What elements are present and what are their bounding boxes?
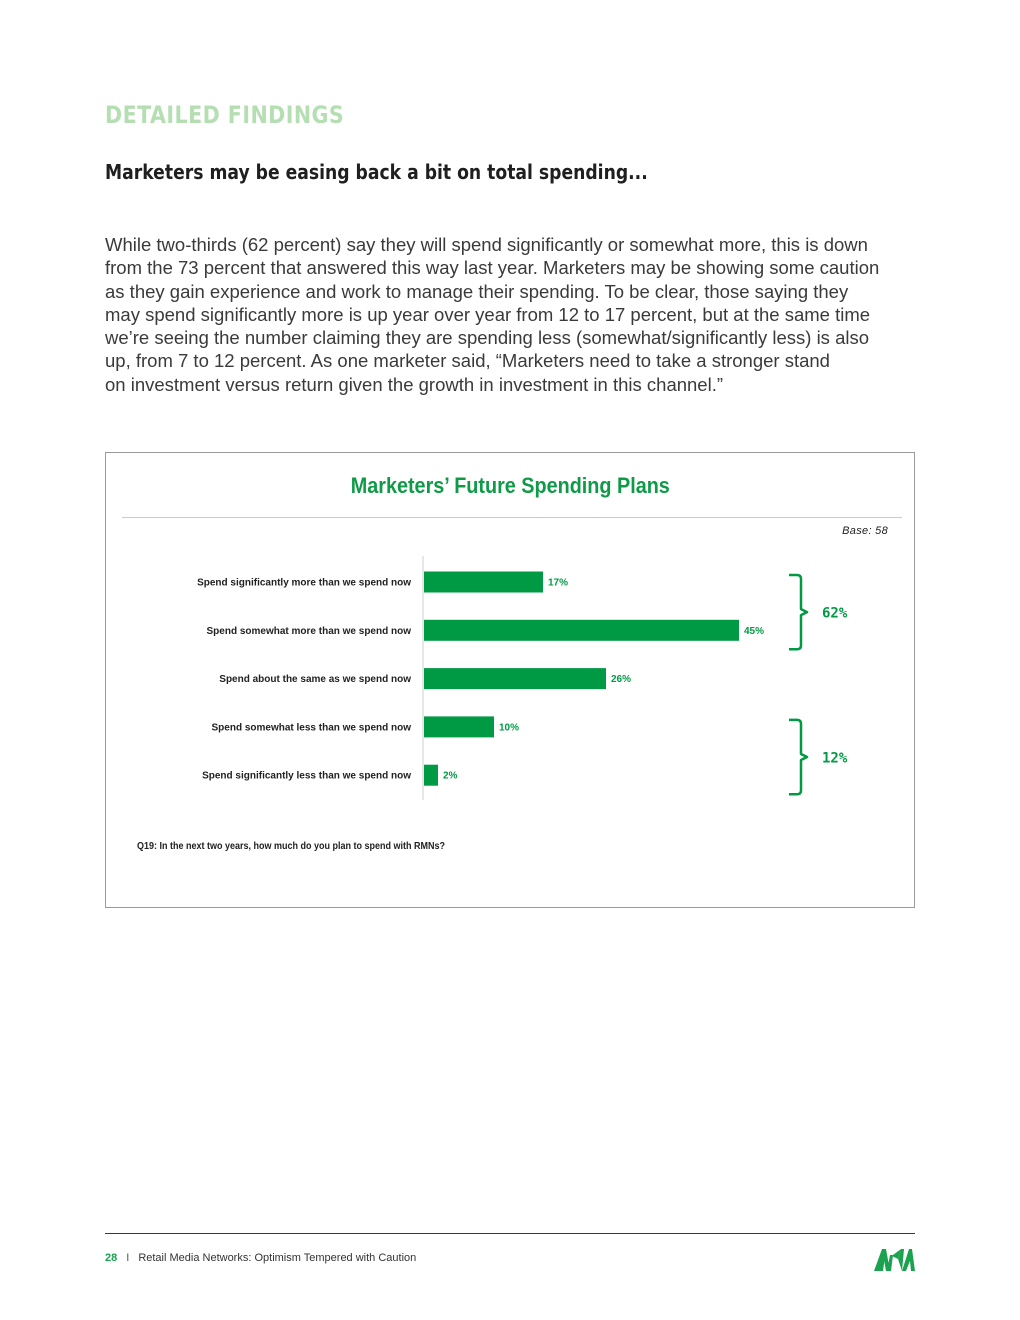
value-label: 10% <box>499 722 520 734</box>
body-paragraph <box>105 233 915 396</box>
value-label: 26% <box>611 674 632 686</box>
body-line: from the 73 percent that answered this way last year. Marketers may be showing some caution <box>105 257 880 279</box>
chart-base-note: Base: 58 <box>842 525 888 537</box>
footer <box>105 1252 416 1264</box>
bar <box>424 668 606 689</box>
bar <box>424 572 543 593</box>
footer-divider <box>105 1233 915 1234</box>
group-total-label: 62% <box>822 605 848 622</box>
body-line: we’re seeing the number claiming they are spending less (somewhat/significantly less) is also <box>105 327 870 349</box>
page-number: 28 <box>105 1252 118 1264</box>
ana-logo-icon <box>874 1246 916 1272</box>
chart-title-text: Marketers’ Future Spending Plans <box>350 473 670 498</box>
chart-question-note: Q19: In the next two years, how much do you plan to spend with RMNs? <box>137 841 446 852</box>
bar-chart <box>106 453 914 907</box>
category-label: Spend somewhat more than we spend now <box>206 625 411 637</box>
bar <box>424 765 438 786</box>
value-label: 17% <box>548 577 569 589</box>
category-label: Spend about the same as we spend now <box>219 674 411 686</box>
body-line: on investment versus return given the growth in investment in this channel.” <box>105 373 724 395</box>
category-label: Spend somewhat less than we spend now <box>211 722 411 734</box>
body-line: may spend significantly more is up year over year from 12 to 17 percent, but at the same time <box>105 303 871 325</box>
body-line: up, from 7 to 12 percent. As one marketer said, “Marketers need to take a stronger stand <box>105 350 830 372</box>
bar <box>424 716 494 737</box>
category-label: Spend significantly less than we spend now <box>202 770 411 782</box>
body-line: While two-thirds (62 percent) say they will spend significantly or somewhat more, this is down <box>105 234 868 255</box>
footer-separator: I <box>126 1252 130 1264</box>
footer-title: Retail Media Networks: Optimism Tempered with Caution <box>138 1252 417 1264</box>
value-label: 2% <box>443 770 458 782</box>
category-label: Spend significantly more than we spend now <box>197 577 411 589</box>
group-bracket <box>789 720 807 794</box>
section-label: DETAILED FINDINGS <box>105 101 345 129</box>
value-label: 45% <box>744 625 765 637</box>
group-total-label: 12% <box>822 750 848 767</box>
group-bracket <box>789 575 807 649</box>
body-line: as they gain experience and work to manage their spending. To be clear, those saying they <box>105 280 849 302</box>
subheading: Marketers may be easing back a bit on total spending... <box>105 160 648 184</box>
chart-panel <box>105 452 915 908</box>
bar <box>424 620 739 641</box>
